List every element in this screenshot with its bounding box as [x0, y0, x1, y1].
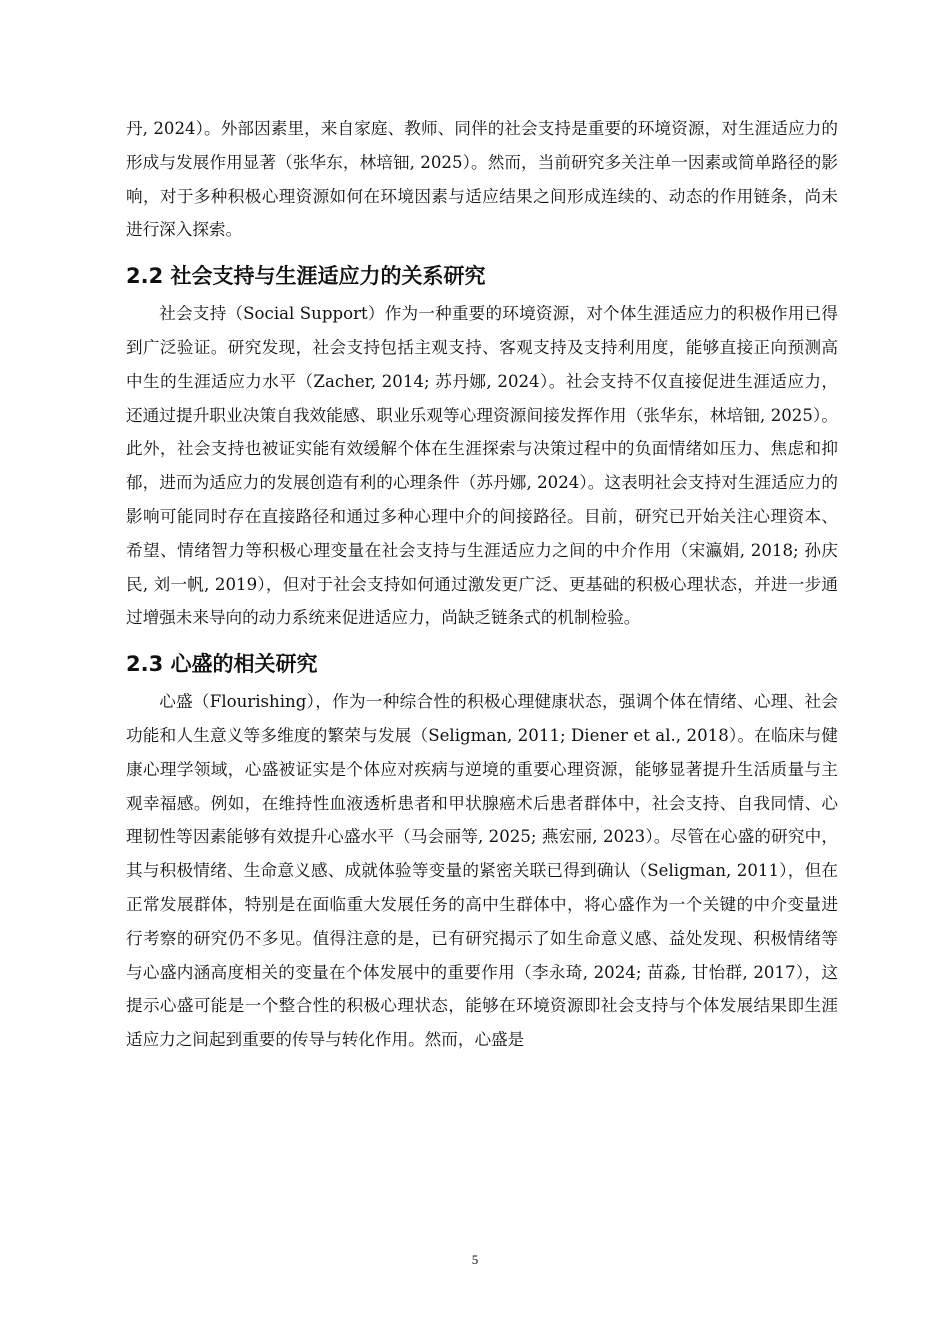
page-number: 5	[471, 1252, 479, 1267]
section-heading-2-3: 2.3 心盛的相关研究	[126, 652, 318, 677]
paragraph-intro-continued: 丹, 2024）。外部因素里，来自家庭、教师、同伴的社会支持是重要的环境资源，对生涯适应力的形成与发展作用显著（张华东，林培钿, 2025）。然而，当前研究多关注单一因素或简单路径的影响，对于多种积极心理资源如何在环境因素与适应结果之间形成连续的、动态的作用链条，尚未进行深入探索。	[126, 119, 838, 240]
page-body	[126, 112, 838, 1057]
section-heading-2-2: 2.2 社会支持与生涯适应力的关系研究	[126, 264, 486, 289]
paragraph-section-2-2: 社会支持（Social Support）作为一种重要的环境资源，对个体生涯适应力的积极作用已得到广泛验证。研究发现，社会支持包括主观支持、客观支持及支持利用度，能够直接正向预测高中生的生涯适应力水平（Zacher, 2014; 苏丹娜, 2024）。社会支持不仅直接促进生涯适应力，还通过提升职业决策自我效能感、职业乐观等心理资源间接发挥作用（张华东，林培钿, 2025）。此外，社会支持也被证实能有效缓解个体在生涯探索与决策过程中的负面情绪如压力、焦虑和抑郁，进而为适应力的发展创造有利的心理条件（苏丹娜, 2024）。这表明社会支持对生涯适应力的影响可能同时存在直接路径和通过多种心理中介的间接路径。目前，研究已开始关注心理资本、希望、情绪智力等积极心理变量在社会支持与生涯适应力之间的中介作用（宋瀛娟, 2018; 孙庆民, 刘一帆, 2019），但对于社会支持如何通过激发更广泛、更基础的积极心理状态，并进一步通过增强未来导向的动力系统来促进适应力，尚缺乏链条式的机制检验。	[126, 304, 838, 628]
paragraph-section-2-3: 心盛（Flourishing），作为一种综合性的积极心理健康状态，强调个体在情绪、心理、社会功能和人生意义等多维度的繁荣与发展（Seligman, 2011; Diener et al., 2018）。在临床与健康心理学领域，心盛被证实是个体应对疾病与逆境的重要心理资源，能够显著提升生活质量与主观幸福感。例如，在维持性血液透析患者和甲状腺癌术后患者群体中，社会支持、自我同情、心理韧性等因素能够有效提升心盛水平（马会丽等, 2025; 燕宏丽, 2023）。尽管在心盛的研究中，其与积极情绪、生命意义感、成就体验等变量的紧密关联已得到确认（Seligman, 2011），但在正常发展群体，特别是在面临重大发展任务的高中生群体中，将心盛作为一个关键的中介变量进行考察的研究仍不多见。值得注意的是，已有研究揭示了如生命意义感、益处发现、积极情绪等与心盛内涵高度相关的变量在个体发展中的重要作用（李永琦, 2024; 苗淼, 甘怡群, 2017），这提示心盛可能是一个整合性的积极心理状态，能够在环境资源即社会支持与个体发展结果即生涯适应力之间起到重要的传导与转化作用。然而，心盛是	[126, 692, 838, 1050]
